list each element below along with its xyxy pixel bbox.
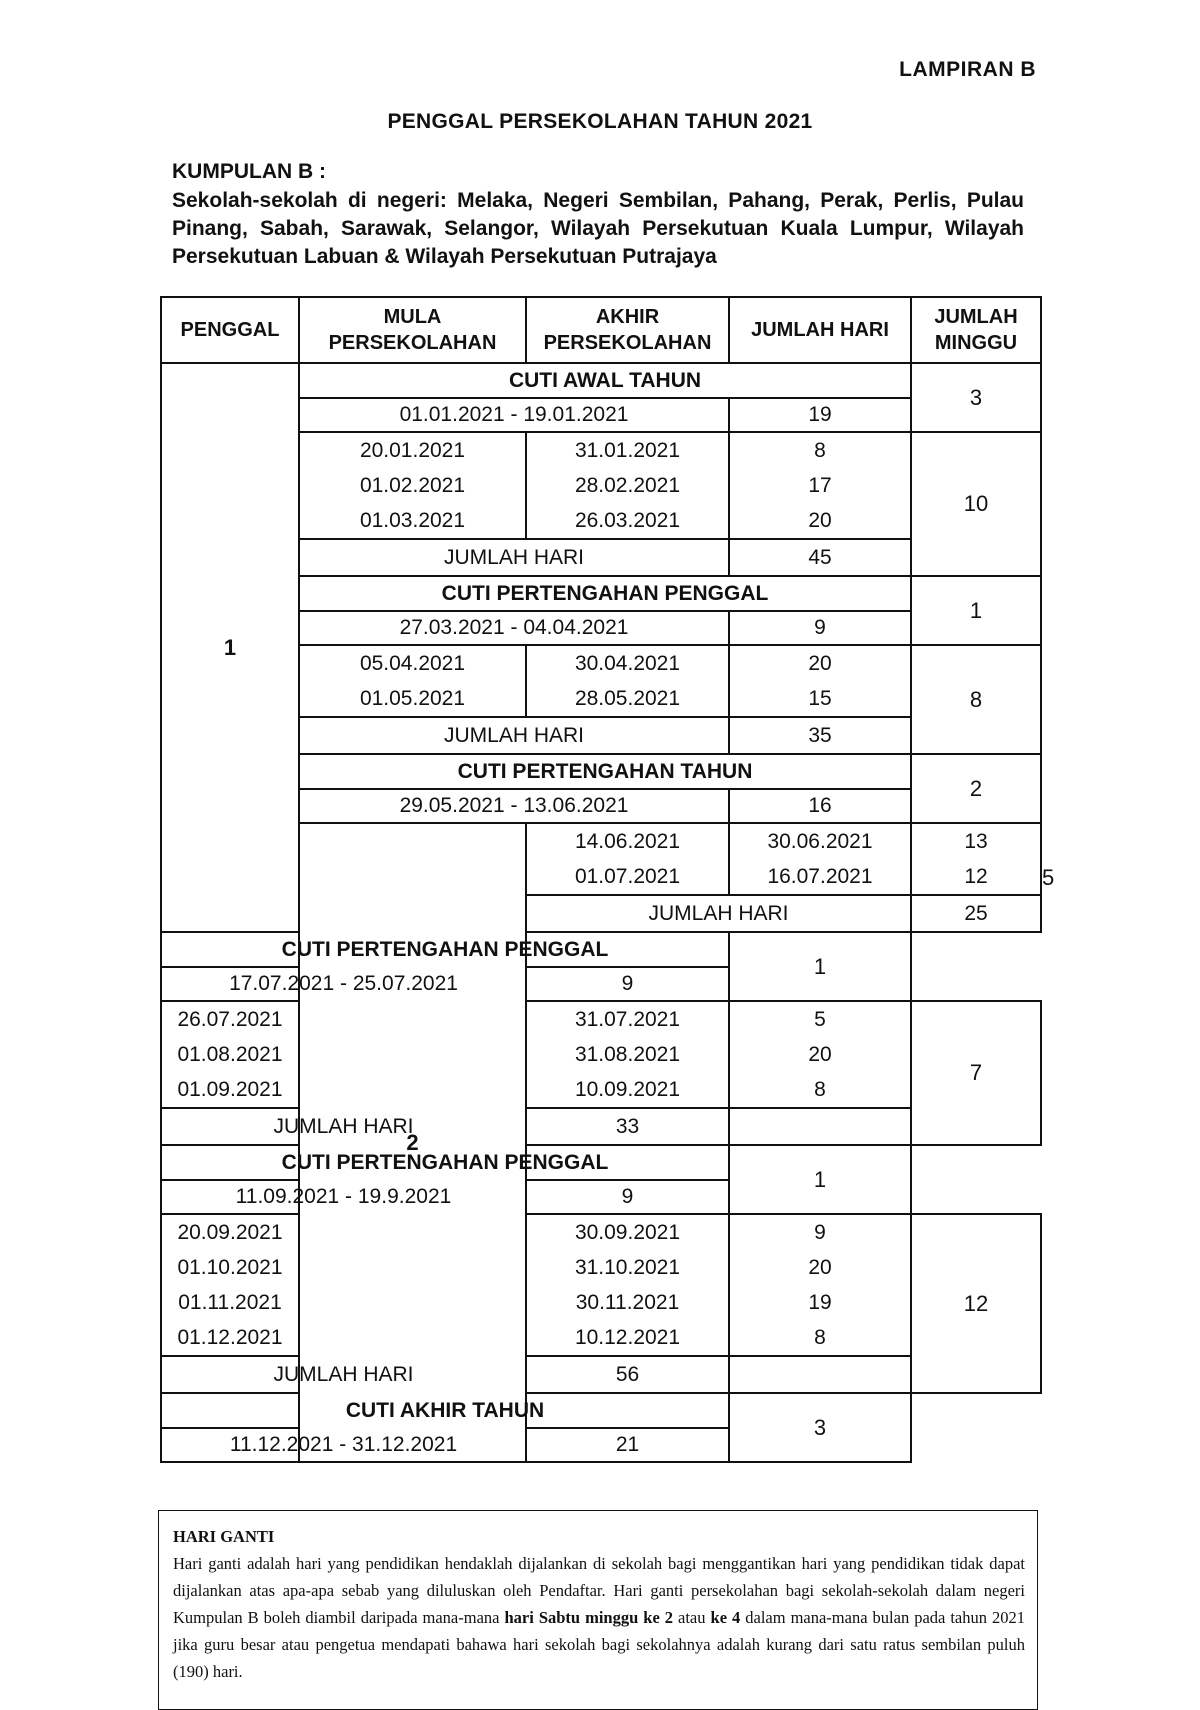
date-cell: 30.11.2021	[575, 1291, 680, 1314]
hari-ganti-paragraph	[173, 1550, 1025, 1685]
table-row	[161, 932, 1041, 967]
table-row	[161, 1356, 1041, 1393]
days-cell: 17	[808, 474, 832, 497]
page-title: PENGGAL PERSEKOLAHAN TAHUN 2021	[387, 110, 813, 133]
date-cell: 14.06.2021	[574, 830, 681, 853]
days-cell: 8	[814, 1078, 826, 1101]
header-akhir: AKHIR PERSEKOLAHAN	[526, 297, 729, 363]
cuti-p3-weeks: 1	[729, 1145, 911, 1214]
hari-ganti-bold-2: ke 4	[710, 1608, 741, 1627]
date-cell: 10.12.2021	[574, 1326, 681, 1349]
cuti-p1-days: 9	[729, 611, 911, 645]
negeri-list: Sekolah-sekolah di negeri: Melaka, Negeri Sembilan, Pahang, Perak, Perlis, Pulau Pinang, Sabah, Sarawak, Selangor, Wilayah Persekutuan Kuala Lumpur, Wilayah Persekutuan Labuan & Wilayah Persekutuan Putrajaya	[172, 189, 1024, 268]
cuti-p1-weeks: 1	[911, 576, 1041, 645]
block3-total: 25	[911, 895, 1041, 932]
block2-mula	[299, 645, 526, 717]
date-cell: 01.11.2021	[178, 1291, 282, 1314]
cuti-akhir-days: 21	[526, 1428, 729, 1462]
cuti-p3-title: CUTI PERTENGAHAN PENGGAL	[161, 1145, 729, 1180]
days-cell: 5	[814, 1008, 826, 1031]
block5-total: 56	[526, 1356, 729, 1393]
table-row	[161, 1001, 1041, 1108]
block4-weeks: 7	[911, 1001, 1041, 1145]
date-cell: 28.05.2021	[574, 687, 681, 710]
date-cell: 20.09.2021	[177, 1221, 283, 1244]
date-cell: 30.06.2021	[767, 830, 873, 853]
lampiran-label: LAMPIRAN B	[899, 58, 1036, 81]
date-cell: 01.08.2021	[177, 1043, 283, 1066]
days-cell: 13	[964, 830, 988, 853]
block3-mula	[526, 823, 729, 895]
block2-days	[729, 645, 911, 717]
days-cell: 8	[814, 1326, 826, 1349]
hari-ganti-text-3: dalam mana-mana bulan pada tahun 2021 jika guru besar atau pengetua mendapati bahawa hari sekolah bagi sekolahnya adalah kurang dari satu ratus sembilan puluh (190) hari.	[173, 1608, 1025, 1681]
block4-total: 33	[526, 1108, 729, 1145]
block5-days	[729, 1214, 911, 1356]
hari-ganti-text-1: Hari ganti adalah hari yang pendidikan hendaklah dijalankan di sekolah bagi menggantikan hari yang pendidikan tidak dapat dijalankan atas apa-apa sebab yang diluluskan oleh Pendaftar. Hari ganti persekolahan bagi sekolah-sekolah dalam negeri Kumpulan B boleh diambil daripada mana-mana	[173, 1554, 1025, 1627]
cuti-akhir-weeks: 3	[729, 1393, 911, 1462]
date-cell: 28.02.2021	[574, 474, 681, 497]
date-cell: 01.12.2021	[177, 1326, 283, 1349]
date-cell: 20.01.2021	[359, 439, 466, 462]
table-row: 2 14.06.2021 01.07.2021 30.06.2021 16.07.2021 13 12 5	[161, 823, 1041, 895]
block5-weeks: 12	[911, 1214, 1041, 1393]
cuti-tahun-title: CUTI PERTENGAHAN TAHUN	[299, 754, 911, 789]
block2-weeks: 8	[911, 645, 1041, 754]
date-cell: 01.05.2021	[359, 687, 466, 710]
days-cell: 20	[808, 652, 832, 675]
jumlah-hari-label: JUMLAH HARI	[299, 717, 729, 754]
date-cell: 16.07.2021	[767, 865, 873, 888]
days-cell: 20	[808, 1256, 832, 1279]
cuti-p2-weeks: 1	[729, 932, 911, 1001]
block5-akhir	[526, 1214, 729, 1356]
penggal-1-cell: 1	[161, 363, 299, 932]
days-cell: 15	[808, 687, 832, 710]
jumlah-hari-label: JUMLAH HARI	[161, 1356, 526, 1393]
date-cell: 30.04.2021	[574, 652, 681, 675]
cuti-awal-range: 01.01.2021 - 19.01.2021	[299, 398, 729, 432]
block5-mula	[161, 1214, 299, 1356]
date-cell: 01.02.2021	[359, 474, 466, 497]
jumlah-hari-label: JUMLAH HARI	[526, 895, 911, 932]
date-cell: 10.09.2021	[574, 1078, 681, 1101]
cuti-tahun-weeks: 2	[911, 754, 1041, 823]
days-cell: 8	[814, 439, 826, 462]
block4-mula	[161, 1001, 299, 1108]
header-jumlah-hari: JUMLAH HARI	[729, 297, 911, 363]
table-row	[161, 1145, 1041, 1180]
date-cell: 30.09.2021	[574, 1221, 681, 1244]
kumpulan-heading: KUMPULAN B :	[172, 160, 326, 183]
header-mula: MULA PERSEKOLAHAN	[299, 297, 526, 363]
date-cell: 31.10.2021	[574, 1256, 681, 1279]
date-cell: 26.03.2021	[574, 509, 681, 532]
cuti-p1-range: 27.03.2021 - 04.04.2021	[299, 611, 729, 645]
table-row	[161, 1214, 1041, 1356]
block2-akhir	[526, 645, 729, 717]
date-cell: 31.01.2021	[574, 439, 681, 462]
penggal-2-cell: 2	[299, 823, 526, 1462]
jumlah-hari-label: JUMLAH HARI	[299, 539, 729, 576]
header-jumlah-minggu: JUMLAH MINGGU	[911, 297, 1041, 363]
date-cell: 31.08.2021	[574, 1043, 681, 1066]
days-cell: 19	[808, 1291, 832, 1314]
cuti-p3-days: 9	[526, 1180, 729, 1214]
cuti-akhir-range: 11.12.2021 - 31.12.2021	[161, 1428, 526, 1462]
header-penggal: PENGGAL	[161, 297, 299, 363]
date-cell: 01.10.2021	[177, 1256, 283, 1279]
days-cell: 9	[814, 1221, 826, 1244]
cuti-awal-days: 19	[729, 398, 911, 432]
date-cell: 01.03.2021	[359, 509, 466, 532]
date-cell: 05.04.2021	[359, 652, 466, 675]
block4-akhir	[526, 1001, 729, 1108]
table-row	[161, 1393, 1041, 1428]
hari-ganti-text-2: atau	[673, 1608, 711, 1627]
cuti-p2-title: CUTI PERTENGAHAN PENGGAL	[161, 932, 729, 967]
cuti-p2-days: 9	[526, 967, 729, 1001]
hari-ganti-title: HARI GANTI	[173, 1527, 275, 1546]
cuti-tahun-days: 16	[729, 789, 911, 823]
block1-mula	[299, 432, 526, 539]
block1-total: 45	[729, 539, 911, 576]
table-row	[161, 363, 1041, 398]
block1-weeks: 10	[911, 432, 1041, 576]
block1-days	[729, 432, 911, 539]
cuti-p3-range: 11.09.2021 - 19.9.2021	[161, 1180, 526, 1214]
hari-ganti-bold-1: hari Sabtu minggu ke 2	[504, 1608, 674, 1627]
table-header-row	[161, 297, 1041, 363]
block1-akhir	[526, 432, 729, 539]
days-cell: 20	[808, 1043, 832, 1066]
cuti-p2-range: 17.07.2021 - 25.07.2021	[161, 967, 526, 1001]
cuti-p1-title: CUTI PERTENGAHAN PENGGAL	[299, 576, 911, 611]
cuti-awal-title: CUTI AWAL TAHUN	[299, 363, 911, 398]
date-cell: 26.07.2021	[177, 1008, 283, 1031]
date-cell: 31.07.2021	[574, 1008, 681, 1031]
block3-days	[911, 823, 1041, 895]
cuti-awal-weeks: 3	[911, 363, 1041, 432]
cuti-akhir-title: CUTI AKHIR TAHUN	[161, 1393, 729, 1428]
table-row	[161, 1108, 1041, 1145]
days-cell: 12	[964, 865, 988, 888]
block4-days	[729, 1001, 911, 1108]
days-cell: 20	[808, 509, 832, 532]
date-cell: 01.09.2021	[177, 1078, 283, 1101]
block2-total: 35	[729, 717, 911, 754]
block3-akhir	[729, 823, 911, 895]
cuti-tahun-range: 29.05.2021 - 13.06.2021	[299, 789, 729, 823]
hari-ganti-box	[158, 1510, 1038, 1710]
date-cell: 01.07.2021	[574, 865, 681, 888]
schedule-table	[160, 296, 1055, 1463]
jumlah-hari-label: JUMLAH HARI	[161, 1108, 526, 1145]
